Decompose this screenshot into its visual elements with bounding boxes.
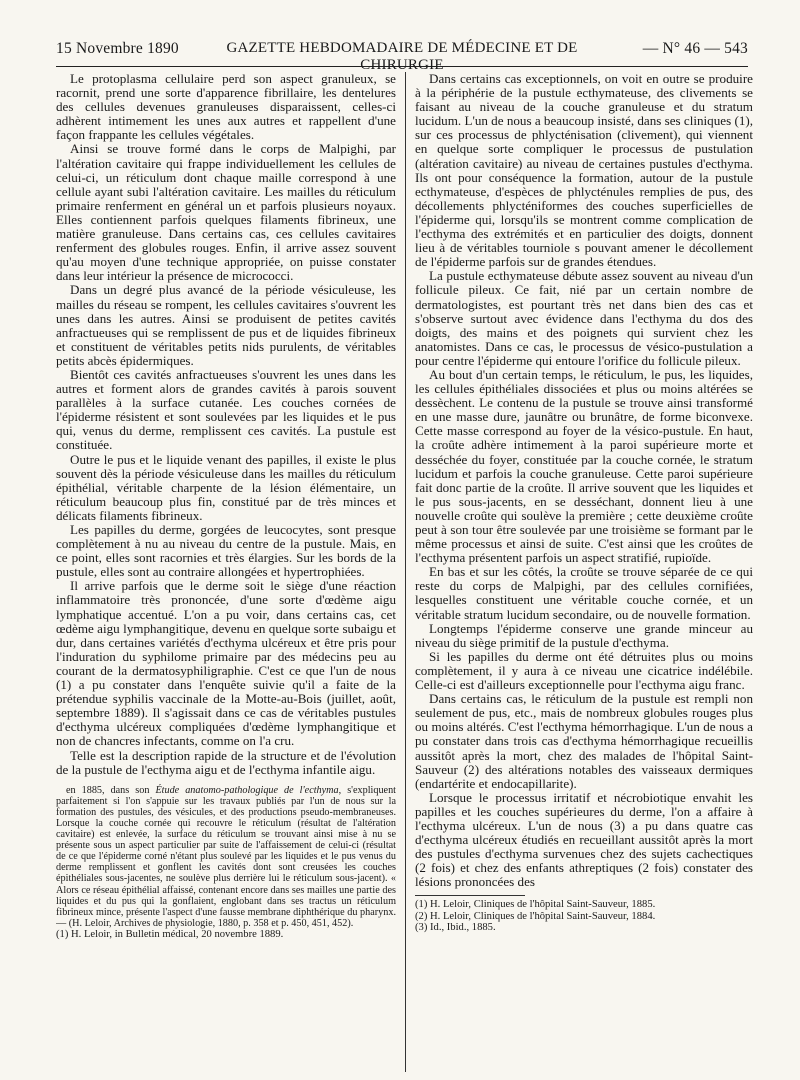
paragraph: Si les papilles du derme ont été détruites plus ou moins complètement, il y aura à ce niveau une cicatrice indélébile. Celle-ci est d'ailleurs exceptionnelle pour l'ecthyma aigu franc. <box>415 648 753 693</box>
paragraph: Outre le pus et le liquide venant des papilles, il existe le plus souvent dès la période vésiculeuse dans les mailles du réticulum épithélial, véritable charpente de la lésion élémentaire, un réticulum beaucoup plus fin, constitué par de très minces et délicats filaments fibrineux. <box>56 451 396 523</box>
paragraph: Ainsi se trouve formé dans le corps de Malpighi, par l'altération cavitaire qui frappe individuellement les cellules de celui-ci, un réticulum dont chaque maille correspond à une cellule ayant subi l'altération cavitaire. Les mailles du réticulum primaire renferment en général un et parfois plusieurs noyaux. Elles contiennent parfois quelques filaments fibrineux, une matière granuleuse. Dans certains cas, ces cellules cavitaires renferment des globules rouges. Enfin, il arrive assez souvent qu'au moyen d'une technique appropriée, on puisse constater dans leur intérieur la présence de micrococci. <box>56 141 396 284</box>
paragraph: Il arrive parfois que le derme soit le siège d'une réaction inflammatoire très prononcée, d'une sorte d'œdème aigu lymphatique accentué. L'on a pu voir, dans certains cas, cet œdème aigu lymphangitique, devenu en quelque sorte subaigu et dur, dans certaines variétés d'ecthyma ulcéreux et être pris pour l'induration du syphilome primaire par des médecins peu au courant de la dermatosyphiligraphie. C'est ce que l'un de nous (1) a pu constater dans l'enquête suivie qu'il a faite de la prétendue syphilis vaccinale de la Motte-au-Bois (juillet, août, septembre 1889). Il s'agissait dans ce cas de véritables pustules d'ecthyma ulcéreux compliquées d'œdème lymphangitique et non de chancres infectants, comme on l'a cru. <box>56 578 396 749</box>
footnote-continuation <box>56 785 396 941</box>
paragraph: Dans un degré plus avancé de la période vésiculeuse, les mailles du réseau se rompent, les cellules cavitaires s'ouvrent les unes dans les autres. Ainsi se produisent de petites cavités anfractueuses qui se remplissent de pus et de liquides fibrineux et constituent de véritables petits nids purulents, de véritables petits abcès épidermiques. <box>56 282 396 368</box>
paragraph: Lorsque le processus irritatif et nécrobiotique envahit les papilles et les couches supérieures du derme, l'on a affaire à l'ecthyma ulcéreux. L'un de nous (3) a pu dans quatre cas d'ecthyma ulcéreux étudiés en recueillant aussitôt après la mort des pustules d'ecthyma survenues chez des sujets cachectiques (2 fois) et chez des enfants athreptiques (2 fois) constater des lésions prononcées des <box>415 789 753 890</box>
footnote-text: en 1885, dans son Étude anatomo-pathologique de l'ecthyma, s'expliquent parfaitement si l'on s'appuie sur les travaux publiés par l'un de nous sur la formation des pustules, des vésicules, et des productions pseudo-membraneuses. Lorsque la couche cornée qui recouvre le réticulum (résultat de l'altération cavitaire) est enlevée, la surface du réticulum se trouvant ainsi mise à nu se présente sous un aspect particulier par suite de l'affaissement de celui-ci (résultat de ce que l'épiderme corné n'étant plus soulevé par les liquides et le pus venus du derme remplissent et gonflent les cavités dont sont creusées les couches épithéliales sous-jacentes, ne soulève plus derrière lui le réticulum sous-jacent). « Alors ce réseau épithélial affaissé, contenant encore dans ses mailles une partie des liquides et du pus qui la gonflaient, englobant dans ses tractus un réticulum fibrineux mince, présente l'aspect d'une fausse membrane diphthérique du pharynx. — (H. Leloir, Archives de physiologie, 1880, p. 358 et p. 450, 451, 452). <box>56 784 396 929</box>
footnote-1: (1) H. Leloir, Cliniques de l'hôpital Saint-Sauveur, 1885. <box>415 899 656 911</box>
footnote-rule <box>415 895 525 896</box>
paragraph: Telle est la description rapide de la structure et de l'évolution de la pustule de l'ecthyma aigu et de l'ecthyma infantile aigu. <box>56 747 396 777</box>
paragraph: La pustule ecthymateuse débute assez souvent au niveau d'un follicule pileux. Ce fait, nié par un certain nombre de dermatologistes, est pourtant très net dans bien des cas et s'observe surtout avec évidence dans l'ecthyma du dos des doigts, des mains et des poignets qui survient chez les anatomistes. Dans ce cas, le processus de vésico-pustulation a pour centre l'épiderme qui entoure l'orifice du follicule pileux. <box>415 268 753 368</box>
paragraph: Les papilles du derme, gorgées de leucocytes, sont presque complètement à nu au niveau du centre de la pustule. Mais, en ce point, elles sont racornies et très élargies. Sur les bords de la pustule, elles sont au contraire allongées et hypertrophiées. <box>56 522 396 580</box>
footnote-title: Étude anatomo-pathologique de l'ecthyma <box>155 784 339 796</box>
footnote-2: (2) H. Leloir, Cliniques de l'hôpital Saint-Sauveur, 1884. <box>415 910 656 922</box>
paragraph: Bientôt ces cavités anfractueuses s'ouvrent les unes dans les autres et forment alors de grandes cavités à parois souvent parallèles à la surface cutanée. Les couches cornées de l'épiderme résistent et sont soulevées par les liquides et le pus qui, venus du derme, remplissent ces cavités. La pustule est constituée. <box>56 366 396 453</box>
footnote-3: (3) Id., Ibid., 1885. <box>415 922 496 934</box>
header-page-number: — N° 46 — 543 <box>642 40 748 57</box>
header-date: 15 Novembre 1890 <box>56 40 179 57</box>
paragraph: En bas et sur les côtés, la croûte se trouve séparée de ce qui reste du corps de Malpighi, par des cellules cornifiées, lesquelles constituent une véritable couche cornée, et un véritable stratum lucidum secondaire, ou de nouvelle formation. <box>415 564 753 622</box>
paragraph: Le protoplasma cellulaire perd son aspect granuleux, se racornit, prend une sorte d'apparence fibrillaire, les dentelures des cellules devenues granuleuses disparaissent, celles-ci adhèrent intimement les unes aux autres et rappellent d'une façon frappante les cellules végétales. <box>56 72 396 143</box>
right-column <box>415 72 753 1072</box>
paragraph: Dans certains cas, le réticulum de la pustule est rempli non seulement de pus, etc., mais de nombreux globules rouges plus ou moins altérés. C'est l'ecthyma hémorrhagique. L'un de nous a pu constater dans trois cas d'ecthyma hémorrhagique recueillis aussitôt après la mort, chez des malades de l'hôpital Saint-Sauveur (2) des altérations notables des vaisseaux dermiques (endartérite et endocapillarite). <box>415 691 753 791</box>
paragraph: Au bout d'un certain temps, le réticulum, le pus, les liquides, les cellules épithéliales dissociées et plus ou moins altérées se dessèchent. Le contenu de la pustule se trouve ainsi transformé en une masse dure, jaunâtre ou brunâtre, de forme biconvexe. Cette masse correspond au foyer de la vésico-pustule. En haut, la croûte adhère intimement à la paroi supérieure morte et desséchée du foyer, constituée par la couche cornée, le stratum lucidum et parfois la couche granuleuse. Cette paroi supérieure fait donc partie de la croûte. Il arrive souvent que les liquides et le pus sous-jacents, en se desséchant, donnent lieu à une nouvelle croûte qui soulève la première ; cette deuxième croûte peut à son tour être soulevée par une troisième se formant par le même processus et ainsi de suite. C'est ainsi que les croûtes de l'ecthyma présentent parfois un aspect stratifié, rupioïde. <box>415 366 753 566</box>
paragraph: Longtemps l'épiderme conserve une grande minceur au niveau du siège primitif de la pustule d'ecthyma. <box>415 620 753 650</box>
footnotes <box>415 899 753 934</box>
column-divider <box>405 72 406 1072</box>
header-title: GAZETTE HEBDOMADAIRE DE MÉDECINE ET DE CHIRURGIE <box>226 40 578 73</box>
footnote-ref: (1) H. Leloir, in Bulletin médical, 20 novembre 1889. <box>56 928 284 940</box>
paragraph: Dans certains cas exceptionnels, on voit en outre se produire à la périphérie de la pustule ecthymateuse, des clivements se faisant au niveau de la couche granuleuse et du stratum lucidum. L'un de nous a beaucoup insisté, dans ses cliniques (1), sur ces processus de phlycténisation (clivement), qui viennent en quelque sorte compliquer le processus de pustulation (altération cavitaire) au niveau de certaines pustules d'ecthyma. Ils ont pour conséquence la formation, autour de la pustule ecthymateuse, d'espèces de phlycténules remplies de pus, des décollements phlycténiformes des couches superficielles de l'épiderme qui, lorsqu'ils se montrent comme complication de l'ecthyma des extrémités et en particulier des doigts, donnent lieu à de véritables tourniole s pouvant amener le décollement de l'épiderme parfois sur de grandes étendues. <box>415 72 753 270</box>
left-column <box>56 72 396 1072</box>
running-header <box>56 36 748 73</box>
